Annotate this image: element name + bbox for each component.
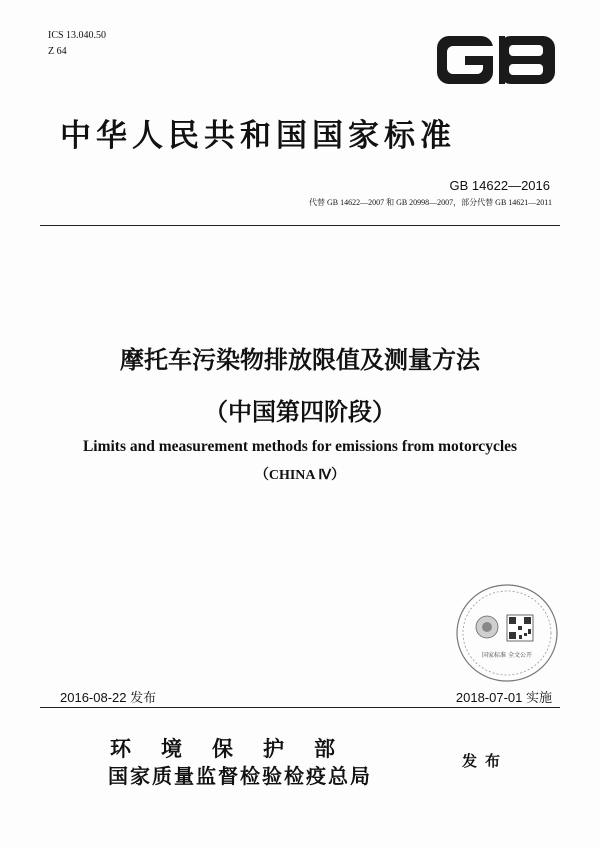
seal-text: 国家标准 全文公开	[482, 652, 532, 659]
title-chinese-stage: （中国第四阶段）	[204, 398, 396, 426]
publish-label: 发布	[462, 752, 509, 770]
gb-logo-icon	[436, 35, 556, 85]
bottom-divider	[40, 707, 560, 708]
replaces-note: 代替 GB 14622—2007 和 GB 20998—2007，部分代替 GB 14621—2011	[308, 198, 552, 207]
national-standard-heading: 中华人民共和国国家标准	[60, 118, 456, 154]
standard-number: GB 14622—2016	[449, 178, 550, 193]
implementation-date: 2018-07-01 实施	[455, 690, 552, 705]
ccs-code: Z 64	[48, 46, 67, 57]
public-disclosure-seal-icon	[455, 583, 560, 683]
ics-code: ICS 13.040.50	[48, 30, 107, 41]
classification-codes	[48, 28, 106, 60]
top-divider	[40, 225, 560, 226]
title-chinese: 摩托车污染物排放限值及测量方法	[120, 346, 480, 374]
title-english: Limits and measurement methods for emissions from motorcycles	[82, 438, 518, 455]
title-english-stage: （CHINA Ⅳ）	[254, 468, 346, 483]
issuer-aqsiq: 国家质量监督检验检疫总局	[108, 764, 372, 788]
issue-date: 2016-08-22 发布	[60, 690, 157, 705]
issuer-ministry: 环境保护部	[110, 736, 365, 761]
